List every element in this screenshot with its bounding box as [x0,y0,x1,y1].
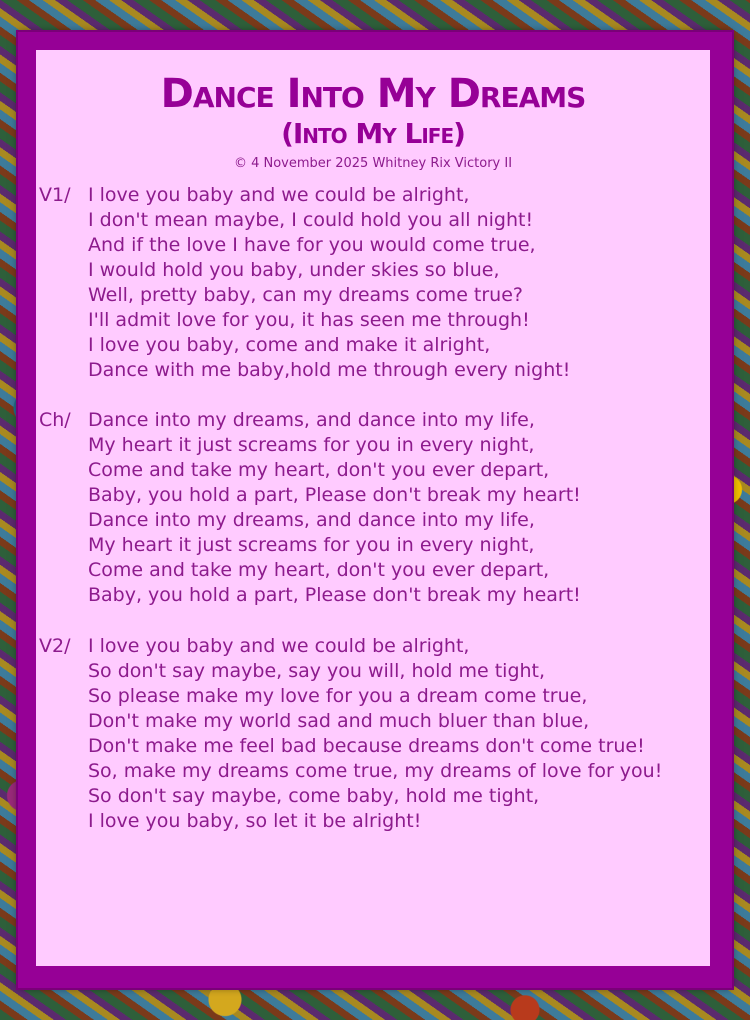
stanza-label: V1/ [39,184,71,206]
lyric-line: And if the love I have for you would come true, [88,234,536,256]
lyric-line: Come and take my heart, don't you ever depart, [88,559,550,581]
lyric-line: Dance into my dreams, and dance into my life, [88,509,535,531]
copyright-line: © 4 November 2025 Whitney Rix Victory II [233,156,513,171]
lyric-line: Don't make my world sad and much bluer than blue, [88,710,590,732]
purple-frame [18,32,732,988]
stanza-label: V2/ [39,635,71,657]
lyric-line: Baby, you hold a part, Please don't break my heart! [88,584,581,606]
song-title: Dance Into My Dreams [160,71,586,117]
stanza-label: Ch/ [39,409,71,431]
lyric-line: Dance with me baby,hold me through every night! [88,359,571,381]
lyric-line: Well, pretty baby, can my dreams come true? [88,284,523,306]
lyric-line: I don't mean maybe, I could hold you all night! [88,209,534,231]
lyric-line: Baby, you hold a part, Please don't break my heart! [88,484,581,506]
lyric-line: I love you baby and we could be alright, [88,184,470,206]
lyric-line: So please make my love for you a dream come true, [88,685,588,707]
lyric-line: I'll admit love for you, it has seen me through! [88,309,530,331]
lyric-line: I love you baby, so let it be alright! [88,810,422,832]
lyric-line: So, make my dreams come true, my dreams of love for you! [88,760,663,782]
lyric-line: So don't say maybe, say you will, hold me tight, [88,660,546,682]
lyric-line: My heart it just screams for you in every night, [88,434,535,456]
lyric-line: I love you baby and we could be alright, [88,635,470,657]
lyric-line: So don't say maybe, come baby, hold me tight, [88,785,540,807]
lyric-line: Dance into my dreams, and dance into my life, [88,409,535,431]
lyric-line: My heart it just screams for you in every night, [88,534,535,556]
lyric-line: I would hold you baby, under skies so blue, [88,259,500,281]
lyric-line: I love you baby, come and make it alright, [88,334,491,356]
lyric-line: Don't make me feel bad because dreams don't come true! [88,735,645,757]
lyrics-panel [36,50,710,966]
lyric-line: Come and take my heart, don't you ever depart, [88,459,550,481]
song-subtitle: (Into My Life) [281,117,465,150]
